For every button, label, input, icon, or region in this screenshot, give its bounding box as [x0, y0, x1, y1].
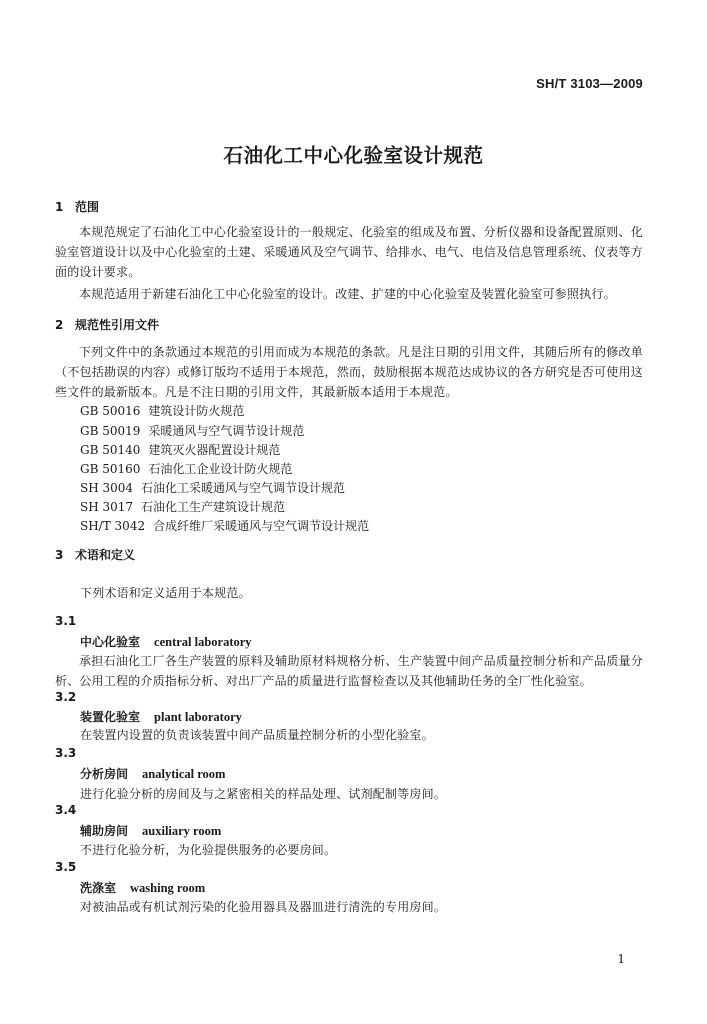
- term-heading: [80, 879, 205, 896]
- term-zh: 装置化验室: [80, 710, 141, 724]
- reference-code: GB 50019: [80, 424, 141, 438]
- term-en: washing room: [130, 881, 206, 895]
- reference-name: 采暖通风与空气调节设计规范: [148, 424, 305, 438]
- section-title: 术语和定义: [75, 548, 136, 562]
- clause-number: 3.4: [55, 803, 77, 817]
- term-definition: 承担石油化工厂各生产装置的原料及辅助原材料规格分析、生产装置中间产品质量控制分析和产品质量分析、公用工程的介质指标分析、对出厂产品的质量进行监督检查以及其他辅助任务的全厂性化验室。: [55, 654, 643, 688]
- term-zh: 分析房间: [80, 767, 129, 781]
- term-definition: 不进行化验分析，为化验提供服务的必要房间。: [80, 843, 337, 857]
- reference-name: 建筑设计防火规范: [148, 404, 245, 418]
- scope-paragraph-2: 本规范适用于新建石油化工中心化验室的设计。改建、扩建的中心化验室及装置化验室可参照执行。: [79, 287, 616, 301]
- references-paragraph: 下列文件中的条款通过本规范的引用而成为本规范的条款。凡是注日期的引用文件，其随后所有的修改单（不包括勘误的内容）或修订版均不适用于本规范，然而，鼓励根据本规范达成协议的各方研究是否可使用这些文件的最新版本。凡是不注日期的引用文件，其最新版本适用于本规范。: [55, 345, 643, 399]
- section-heading-2: [55, 316, 159, 333]
- reference-code: SH 3017: [80, 500, 134, 514]
- section-number: 1: [55, 200, 64, 214]
- clause-number: 3.5: [55, 860, 77, 874]
- section-number: 3: [55, 548, 64, 562]
- term-en: analytical room: [142, 767, 226, 781]
- reference-item: [80, 460, 292, 477]
- reference-item: [80, 422, 304, 439]
- clause-number: 3.2: [55, 690, 77, 704]
- reference-code: GB 50160: [80, 462, 141, 476]
- reference-name: 石油化工企业设计防火规范: [148, 462, 293, 476]
- clause-number: 3.3: [55, 746, 77, 760]
- term-heading: [80, 765, 225, 782]
- reference-item: [80, 498, 285, 515]
- term-en: auxiliary room: [142, 824, 222, 838]
- term-definition: 对被油品或有机试剂污染的化验用器具及器皿进行清洗的专用房间。: [80, 900, 447, 914]
- reference-name: 石油化工生产建筑设计规范: [141, 500, 286, 514]
- term-zh: 中心化验室: [80, 635, 141, 649]
- section-title: 规范性引用文件: [75, 318, 160, 332]
- reference-code: GB 50140: [80, 443, 141, 457]
- page-number: 1: [617, 952, 625, 966]
- scope-paragraph-1: 本规范规定了石油化工中心化验室设计的一般规定、化验室的组成及布置、分析仪器和设备配置原则、化验室管道设计以及中心化验室的土建、采暖通风及空气调节、给排水、电气、电信及信息管理系统、仪表等方面的设计要求。: [55, 225, 643, 279]
- section-number: 2: [55, 318, 64, 332]
- reference-name: 建筑灭火器配置设计规范: [148, 443, 281, 457]
- section-heading-3: [55, 546, 135, 563]
- reference-code: GB 50016: [80, 404, 141, 418]
- section-title: 范围: [75, 200, 100, 214]
- term-zh: 辅助房间: [80, 824, 129, 838]
- clause-number: 3.1: [55, 614, 77, 628]
- term-heading: [80, 822, 221, 839]
- reference-item: [80, 402, 244, 419]
- reference-item: [80, 441, 280, 458]
- terms-intro: 下列术语和定义适用于本规范。: [80, 586, 251, 600]
- reference-item: [80, 517, 369, 534]
- term-definition: 在装置内设置的负责该装置中间产品质量控制分析的小型化验室。: [80, 728, 434, 742]
- reference-code: SH 3004: [80, 481, 134, 495]
- term-en: central laboratory: [154, 635, 252, 649]
- reference-code: SH/T 3042: [80, 519, 146, 533]
- reference-item: [80, 479, 345, 496]
- standard-number: SH/T 3103—2009: [536, 76, 643, 91]
- reference-name: 石油化工采暖通风与空气调节设计规范: [141, 481, 346, 495]
- term-definition: 进行化验分析的房间及与之紧密相关的样品处理、试剂配制等房间。: [80, 787, 447, 801]
- term-en: plant laboratory: [154, 710, 242, 724]
- document-title: 石油化工中心化验室设计规范: [223, 144, 484, 167]
- section-heading-1: [55, 198, 99, 215]
- reference-name: 合成纤维厂采暖通风与空气调节设计规范: [153, 519, 370, 533]
- term-heading: [80, 633, 252, 650]
- term-heading: [80, 708, 242, 725]
- term-zh: 洗涤室: [80, 881, 117, 895]
